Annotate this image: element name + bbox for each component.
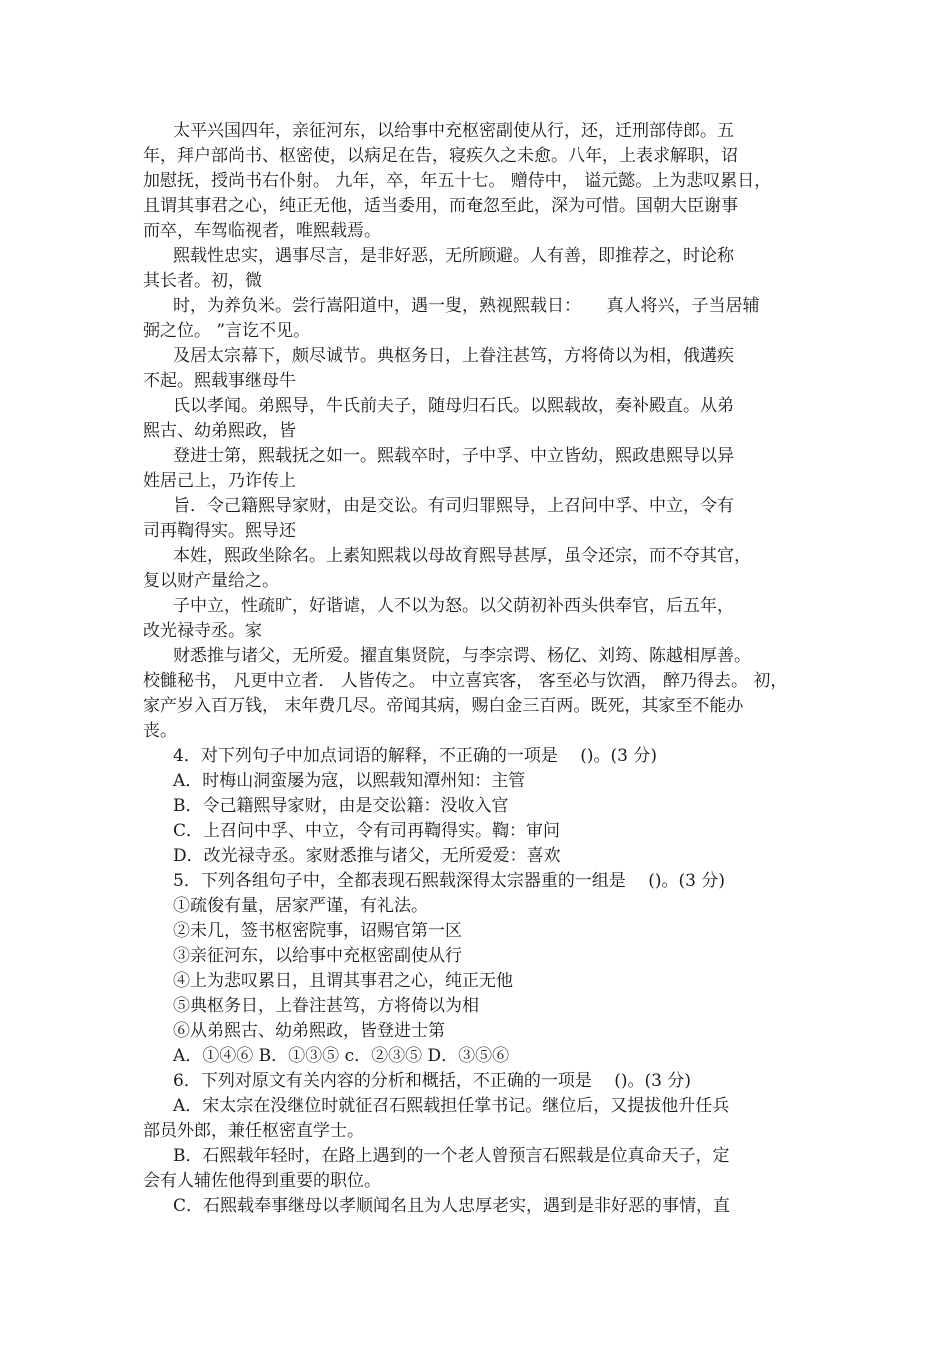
question-item: ②未几，签书枢密院事，诏赐官第一区: [173, 921, 462, 941]
passage-line: 氏以孝闻。弟熙导，牛氏前夫子，随母归石氏。以熙载故，奏补殿直。从弟: [173, 396, 734, 416]
passage-line: 太平兴国四年，亲征河东，以给事中充枢密副使从行，还，迁刑部侍郎。五: [173, 121, 734, 141]
passage-line: 本姓，熙政坐除名。上素知熙栽以母故育熙导甚厚，虽令还宗，而不夺其官，: [173, 546, 751, 566]
question-item: ⑤典枢务日，上眷注甚笃，方将倚以为相: [173, 996, 479, 1016]
passage-line: 熙古、幼弟熙政，皆: [143, 421, 296, 441]
passage-line: 加慰抚，授尚书右仆射。 九年，卒，年五十七。 赠侍中， 谥元懿。上为悲叹累日，: [143, 171, 772, 191]
passage-line: 熙载性忠实，遇事尽言，是非好恶，无所顾避。人有善，即推荐之，时论称: [173, 246, 734, 266]
passage-line: 丧。: [143, 721, 177, 741]
question-item: ③亲征河东，以给事中充枢密副使从行: [173, 946, 462, 966]
question-option: A．宋太宗在没继位时就征召石熙载担任掌书记。继位后，又提拔他升任兵: [173, 1096, 730, 1116]
passage-line: 校雠秘书， 凡更中立者． 人皆传之。 中立喜宾客， 客至必与饮酒， 醉乃得去。 初，: [143, 671, 788, 691]
passage-line: 而卒，车驾临视者，唯熙载焉。: [143, 221, 381, 241]
passage-line: 弼之位。 ”言讫不见。: [143, 321, 311, 341]
question-option: B．石熙载年轻时，在路上遇到的一个老人曾预言石熙载是位真命天子，定: [173, 1146, 730, 1166]
passage-line: 时，为养负米。尝行嵩阳道中，遇一叟，熟视熙载日： 真人将兴，子当居辅: [173, 296, 760, 316]
passage-line: 年，拜户部尚书、枢密使，以病足在告，寝疾久之未愈。八年，上表求解职，诏: [143, 146, 738, 166]
passage-line: 财悉推与诸父，无所爱。擢直集贤院，与李宗谔、杨亿、刘筠、陈越相厚善。: [173, 646, 751, 666]
question-option: B．令己籍熙导家财，由是交讼籍：没收入官: [173, 796, 509, 816]
passage-line: 不起。熙载事继母牛: [143, 371, 296, 391]
question-option: D．改光禄寺丞。家财悉推与诸父，无所爱爱：喜欢: [173, 846, 561, 866]
question-item: ①疏俊有量，居家严谨，有礼法。: [173, 896, 428, 916]
question-option: C．上召问中孚、中立，令有司再鞫得实。鞫：审问: [173, 821, 561, 841]
passage-line: 登进士第，熙载抚之如一。熙载卒时，子中孚、中立皆幼，熙政患熙导以异: [173, 446, 734, 466]
question-option: A．①④⑥ B．①③⑤ c．②③⑤ D．③⑤⑥: [173, 1046, 510, 1066]
question-option: C．石熙载奉事继母以孝顺闻名且为人忠厚老实，遇到是非好恶的事情，直: [173, 1196, 731, 1216]
passage-line: 复以财产量给之。: [143, 571, 279, 591]
question-6-stem: 6．下列对原文有关内容的分析和概括，不正确的一项是 ()。(3 分): [173, 1071, 691, 1091]
question-option: 会有人辅佐他得到重要的职位。: [143, 1171, 381, 1191]
passage-line: 改光禄寺丞。家: [143, 621, 262, 641]
passage-line: 且谓其事君之心，纯正无他，适当委用，而奄忽至此，深为可惜。国朝大臣谢事: [143, 196, 738, 216]
passage-line: 其长者。初，微: [143, 271, 262, 291]
passage-line: 姓居己上，乃诈传上: [143, 471, 296, 491]
question-item: ⑥从弟熙古、幼弟熙政，皆登进士第: [173, 1021, 445, 1041]
passage-line: 及居太宗幕下，颇尽诚节。典枢务日，上眷注甚笃，方将倚以为相，俄遘疾: [173, 346, 734, 366]
passage-line: 子中立，性疏旷，好谐谑，人不以为怒。以父荫初补西头供奉官，后五年，: [173, 596, 734, 616]
question-5-stem: 5．下列各组句子中，全都表现石熙载深得太宗器重的一组是 ()。(3 分): [173, 871, 725, 891]
question-option: A．时梅山洞蛮屡为寇，以熙载知潭州知：主管: [173, 771, 526, 791]
passage-line: 旨．令己籍熙导家财，由是交讼。有司归罪熙导，上召问中孚、中立，令有: [173, 496, 734, 516]
passage-line: 司再鞫得实。熙导还: [143, 521, 296, 541]
question-item: ④上为悲叹累日，且谓其事君之心，纯正无他: [173, 971, 513, 991]
passage-line: 家产岁入百万钱， 末年费几尽。帝闻其病，赐白金三百两。既死，其家至不能办: [143, 696, 744, 716]
question-4-stem: 4．对下列句子中加点词语的解释，不正确的一项是 ()。(3 分): [173, 746, 657, 766]
question-option: 部员外郎，兼任枢密直学士。: [143, 1121, 364, 1141]
